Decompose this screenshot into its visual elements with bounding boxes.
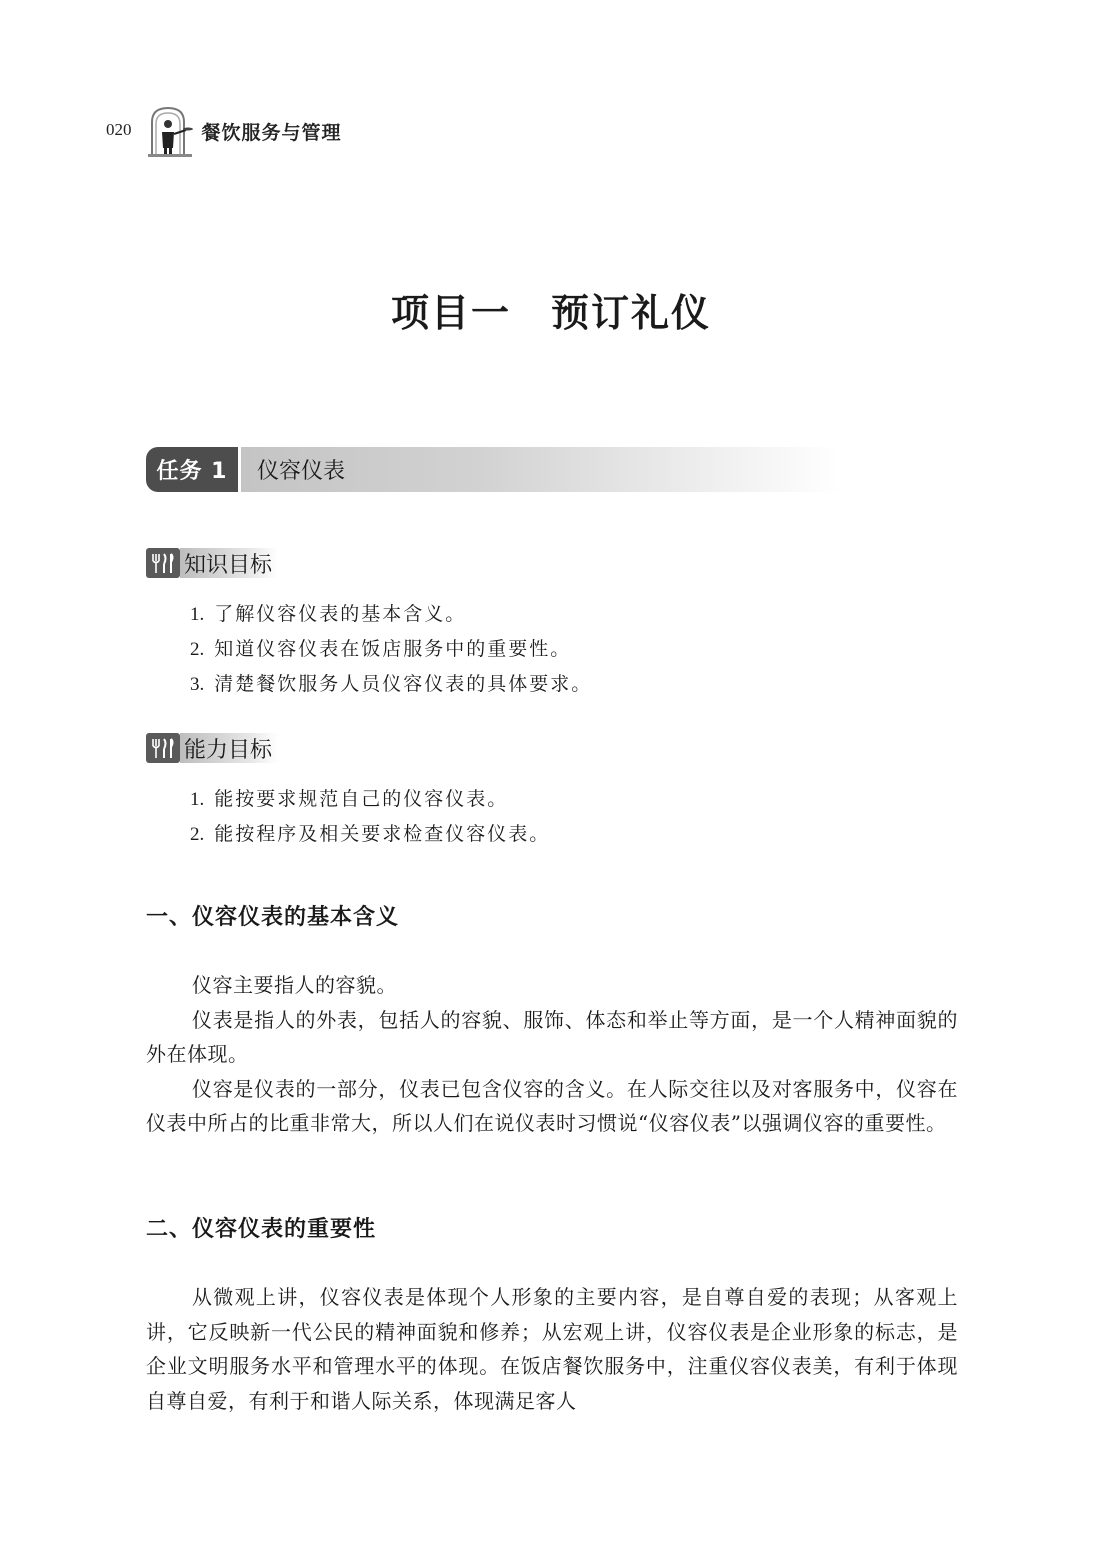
list-item: 1. 了解仪容仪表的基本含义。 — [190, 603, 467, 625]
section-body — [146, 1280, 958, 1418]
list-item: 2. 能按程序及相关要求检查仪容仪表。 — [190, 823, 551, 845]
list-item: 2. 知道仪容仪表在饭店服务中的重要性。 — [190, 638, 572, 660]
book-title: 餐饮服务与管理 — [201, 121, 342, 144]
section-body — [146, 968, 958, 1141]
knowledge-objectives-title: 知识目标 — [184, 552, 273, 578]
section-heading: 一、仪容仪表的基本含义 — [146, 905, 400, 930]
fork-knife-icon — [146, 548, 180, 578]
page-header — [106, 104, 342, 158]
paragraph: 仪容主要指人的容貌。 — [192, 973, 397, 997]
knowledge-objectives-heading — [146, 547, 278, 579]
ability-objectives-list — [190, 782, 550, 852]
paragraph: 仪表是指人的外表，包括人的容貌、服饰、体态和举止等方面，是一个人精神面貌的外在体现。 — [146, 1007, 958, 1066]
ability-objectives-heading — [146, 732, 278, 764]
fork-knife-icon — [146, 733, 180, 763]
task-banner — [146, 447, 840, 492]
list-item: 3. 清楚餐饮服务人员仪容仪表的具体要求。 — [190, 673, 593, 695]
ability-objectives-title: 能力目标 — [184, 737, 273, 763]
section-heading: 二、仪容仪表的重要性 — [146, 1217, 377, 1242]
paragraph: 从微观上讲，仪容仪表是体现个人形象的主要内容，是自尊自爱的表现；从客观上讲，它反映新一代公民的精神面貌和修养；从宏观上讲，仪容仪表是企业形象的标志，是企业文明服务水平和管理水平的体现。在饭店餐饮服务中，注重仪容仪表美，有利于体现自尊自爱，有利于和谐人际关系，体现满足客人 — [146, 1285, 958, 1413]
chapter-name: 预订礼仪 — [551, 291, 712, 335]
waiter-logo-icon — [146, 104, 194, 158]
page-number: 020 — [106, 120, 132, 139]
list-item: 1. 能按要求规范自己的仪容仪表。 — [190, 788, 509, 810]
knowledge-objectives-list — [190, 597, 592, 702]
task-title: 仪容仪表 — [241, 447, 840, 492]
chapter-title — [0, 282, 1102, 337]
chapter-number: 项目一 — [390, 291, 511, 335]
paragraph: 仪容是仪表的一部分，仪表已包含仪容的含义。在人际交往以及对客服务中，仪容在仪表中所占的比重非常大，所以人们在说仪表时习惯说“仪容仪表”以强调仪容的重要性。 — [146, 1076, 958, 1135]
task-label: 任务 1 — [146, 447, 238, 492]
